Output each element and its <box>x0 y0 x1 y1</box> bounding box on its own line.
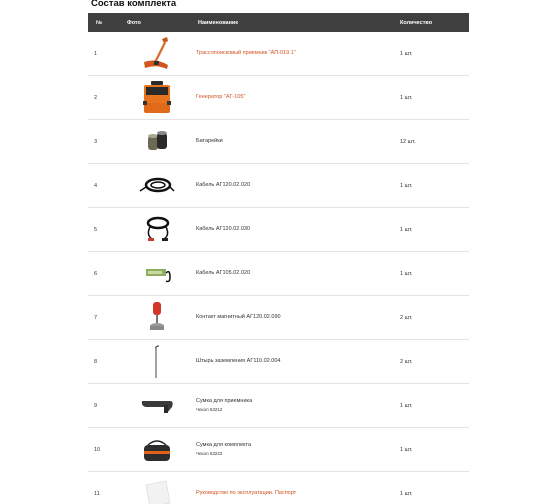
row-name <box>196 50 400 57</box>
table-row <box>88 120 469 164</box>
table-row <box>88 384 469 428</box>
generator-case-icon <box>134 79 180 117</box>
product-link[interactable]: Генератор "АГ-105" <box>196 93 246 100</box>
header-num: № <box>96 19 103 26</box>
header-name: Наименование <box>198 19 239 26</box>
row-qty: 1 шт. <box>400 490 413 497</box>
row-qty: 1 шт. <box>400 182 413 189</box>
product-photo[interactable] <box>118 79 196 117</box>
row-name: Батарейки <box>196 137 223 144</box>
product-photo <box>118 343 196 381</box>
product-link[interactable]: Руководство по эксплуатации. Паспорт <box>196 489 297 496</box>
product-name: Сумка для комплекта <box>196 441 252 448</box>
row-num: 11 <box>94 490 100 497</box>
row-qty: 1 шт. <box>400 94 413 101</box>
product-link[interactable]: Трассопоисковый приемник "АП-019.1" <box>196 49 296 56</box>
row-name <box>196 442 400 457</box>
product-photo <box>118 431 196 469</box>
product-photo <box>118 211 196 249</box>
table-header <box>88 13 469 32</box>
manual-icon <box>134 475 180 504</box>
row-qty: 1 шт. <box>400 402 413 409</box>
row-name: Кабель АГ120.02.030 <box>196 225 251 232</box>
receiver-icon <box>134 35 180 73</box>
batteries-icon <box>134 123 180 161</box>
kit-contents-table <box>88 13 469 504</box>
cable-reel-icon <box>134 167 180 205</box>
section-title: Состав комплекта <box>91 0 177 9</box>
cable-pack-icon <box>134 255 180 293</box>
row-num: 5 <box>94 226 98 233</box>
row-num: 8 <box>94 358 98 365</box>
header-photo: Фото <box>127 19 141 26</box>
ground-rod-icon <box>134 343 180 381</box>
table-row <box>88 164 469 208</box>
receiver-bag-icon <box>134 387 180 425</box>
product-subtitle: Чехол 53212 <box>196 407 223 413</box>
row-num: 6 <box>94 270 98 277</box>
table-row <box>88 296 469 340</box>
row-num: 7 <box>94 314 98 321</box>
product-photo <box>118 167 196 205</box>
product-subtitle: Чехол 53222 <box>196 451 223 457</box>
row-qty: 1 шт. <box>400 50 413 57</box>
cable-clips-icon <box>134 211 180 249</box>
row-qty: 1 шт. <box>400 226 413 233</box>
row-qty: 1 шт. <box>400 446 413 453</box>
magnetic-contact-icon <box>134 299 180 337</box>
table-row <box>88 340 469 384</box>
table-row <box>88 76 469 120</box>
table-row <box>88 428 469 472</box>
row-qty: 12 шт. <box>400 138 416 145</box>
table-row <box>88 252 469 296</box>
row-num: 10 <box>94 446 101 453</box>
row-num: 4 <box>94 182 98 189</box>
row-qty: 1 шт. <box>400 270 413 277</box>
row-name <box>196 490 400 497</box>
row-qty: 2 шт. <box>400 314 413 321</box>
row-num: 2 <box>94 94 98 101</box>
product-photo[interactable] <box>118 475 196 504</box>
row-name <box>196 398 400 413</box>
table-row <box>88 208 469 252</box>
product-photo <box>118 299 196 337</box>
kit-bag-icon <box>134 431 180 469</box>
product-photo[interactable] <box>118 35 196 73</box>
table-row <box>88 472 469 504</box>
product-photo <box>118 255 196 293</box>
row-qty: 2 шт. <box>400 358 413 365</box>
product-photo <box>118 387 196 425</box>
row-num: 3 <box>94 138 98 145</box>
row-name: Кабель АГ105.02.020 <box>196 269 251 276</box>
row-num: 1 <box>94 50 98 57</box>
row-name: Контакт магнитный АГ120.02.090 <box>196 313 281 320</box>
product-name: Сумка для приемника <box>196 397 253 404</box>
row-name: Кабель АГ120.02.020 <box>196 181 251 188</box>
row-name <box>196 94 400 101</box>
row-num: 9 <box>94 402 98 409</box>
row-name: Штырь заземления АГ110.02.004 <box>196 357 281 364</box>
table-row <box>88 32 469 76</box>
header-qty: Количество <box>400 19 433 26</box>
product-photo <box>118 123 196 161</box>
